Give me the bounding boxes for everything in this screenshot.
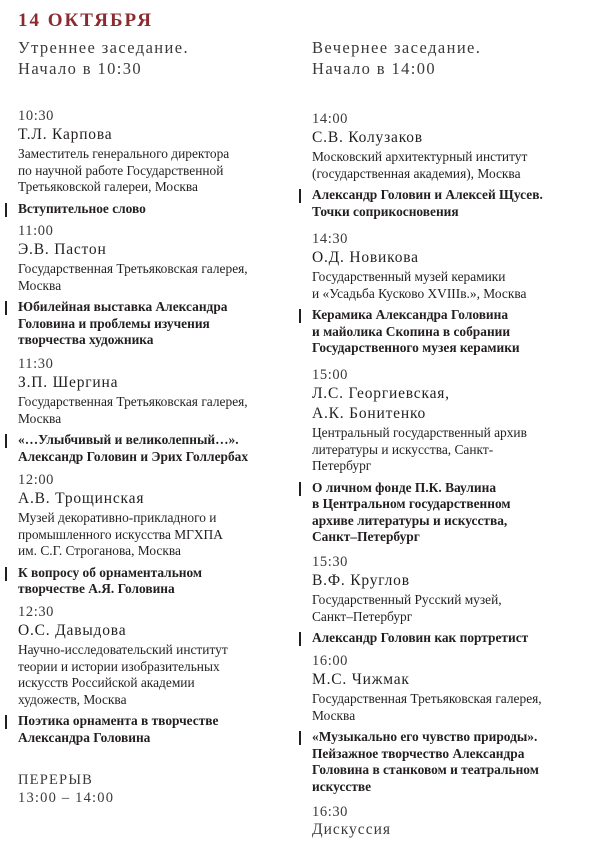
talk-time: 14:00: [312, 111, 349, 127]
title-marker: [299, 189, 301, 203]
morning-session: [18, 0, 303, 853]
speaker-affiliation: Заместитель генерального директора по научной работе Государственной Третьяковской галереи, Москва: [18, 146, 230, 194]
talk-item: [18, 355, 308, 465]
talk-item: [312, 110, 600, 220]
title-marker: [299, 731, 301, 745]
speaker-name: С.В. Колузаков: [312, 129, 423, 146]
talk-item: [18, 222, 308, 349]
talk-title: «Музыкально его чувство природы». Пейзажное творчество Александра Головина в станковом и театральном искусстве: [312, 729, 600, 795]
speaker-affiliation: Государственный Русский музей, Санкт–Петербург: [312, 592, 502, 624]
talk-title: «…Улыбчивый и великолепный…». Александр Головин и Эрих Голлербах: [18, 432, 308, 465]
speaker-affiliation: Центральный государственный архив литературы и искусства, Санкт- Петербург: [312, 425, 527, 473]
talk-title: Керамика Александра Головина и майолика Скопина в собрании Государственного музея керамики: [312, 307, 600, 357]
title-marker: [299, 309, 301, 323]
closing-discussion: Дискуссия: [312, 821, 391, 838]
talk-title: Юбилейная выставка Александра Головина и проблемы изучения творчества художника: [18, 299, 308, 349]
talk-title: Поэтика орнамента в творчестве Александра Головина: [18, 713, 308, 746]
speaker-affiliation: Московский архитектурный институт (государственная академия), Москва: [312, 149, 528, 181]
talk-title: Александр Головин и Алексей Щусев. Точки соприкосновения: [312, 187, 600, 220]
talk-item: [312, 230, 600, 357]
talk-time: 11:00: [18, 223, 54, 239]
talk-item: [18, 603, 308, 746]
speaker-name: В.Ф. Круглов: [312, 572, 410, 589]
talk-title: Вступительное слово: [18, 201, 308, 218]
speaker-affiliation: Государственная Третьяковская галерея, Москва: [18, 261, 248, 293]
talk-time: 10:30: [18, 108, 55, 124]
evening-header: [312, 37, 597, 79]
morning-header-start: Начало в 10:30: [18, 59, 143, 78]
title-marker: [5, 434, 7, 448]
speaker-affiliation: Государственная Третьяковская галерея, Москва: [312, 691, 542, 723]
closing-time: 16:30: [312, 804, 349, 820]
speaker-affiliation: Государственная Третьяковская галерея, Москва: [18, 394, 248, 426]
morning-header: [18, 37, 303, 79]
morning-header-title: Утреннее заседание.: [18, 38, 189, 57]
speaker-name: Э.В. Пастон: [18, 241, 107, 258]
evening-header-title: Вечернее заседание.: [312, 38, 482, 57]
talk-time: 16:00: [312, 653, 349, 669]
page-date: 14 ОКТЯБРЯ: [18, 10, 153, 31]
evening-header-start: Начало в 14:00: [312, 59, 437, 78]
talk-item: [312, 366, 600, 546]
title-marker: [5, 567, 7, 581]
speaker-name: М.С. Чижмак: [312, 671, 410, 688]
talk-time: 15:00: [312, 367, 349, 383]
talk-time: 12:00: [18, 472, 55, 488]
title-marker: [299, 632, 301, 646]
speaker-name: А.В. Трощинская: [18, 490, 145, 507]
talk-title: О личном фонде П.К. Ваулина в Центральном государственном архиве литературы и искусства, Санкт–Петербург: [312, 480, 600, 546]
talk-item: [312, 652, 600, 795]
break-label: ПЕРЕРЫВ: [18, 772, 94, 788]
evening-session: [312, 0, 597, 853]
title-marker: [5, 203, 7, 217]
talk-time: 11:30: [18, 356, 54, 372]
talk-item: [18, 471, 308, 598]
speaker-name: Л.С. Георгиевская, А.К. Бонитенко: [312, 385, 450, 422]
title-marker: [5, 715, 7, 729]
title-marker: [299, 482, 301, 496]
speaker-affiliation: Научно-исследовательский институт теории и истории изобразительных искусств Российской академии художеств, Москва: [18, 642, 228, 707]
speaker-name: О.Д. Новикова: [312, 249, 419, 266]
talk-time: 14:30: [312, 231, 349, 247]
break-time: 13:00 – 14:00: [18, 790, 115, 806]
speaker-affiliation: Музей декоративно-прикладного и промышленного искусства МГХПА им. С.Г. Строганова, Москва: [18, 510, 223, 558]
talk-time: 12:30: [18, 604, 55, 620]
speaker-affiliation: Государственный музей керамики и «Усадьба Кусково XVIIIв.», Москва: [312, 269, 527, 301]
speaker-name: О.С. Давыдова: [18, 622, 127, 639]
talk-item: [312, 553, 600, 647]
speaker-name: З.П. Шергина: [18, 374, 119, 391]
title-marker: [5, 301, 7, 315]
talk-item: [18, 107, 308, 217]
break-block: [18, 771, 114, 807]
talk-time: 15:30: [312, 554, 349, 570]
talk-title: Александр Головин как портретист: [312, 630, 600, 647]
talk-title: К вопросу об орнаментальном творчестве А.Я. Головина: [18, 565, 308, 598]
speaker-name: Т.Л. Карпова: [18, 126, 113, 143]
